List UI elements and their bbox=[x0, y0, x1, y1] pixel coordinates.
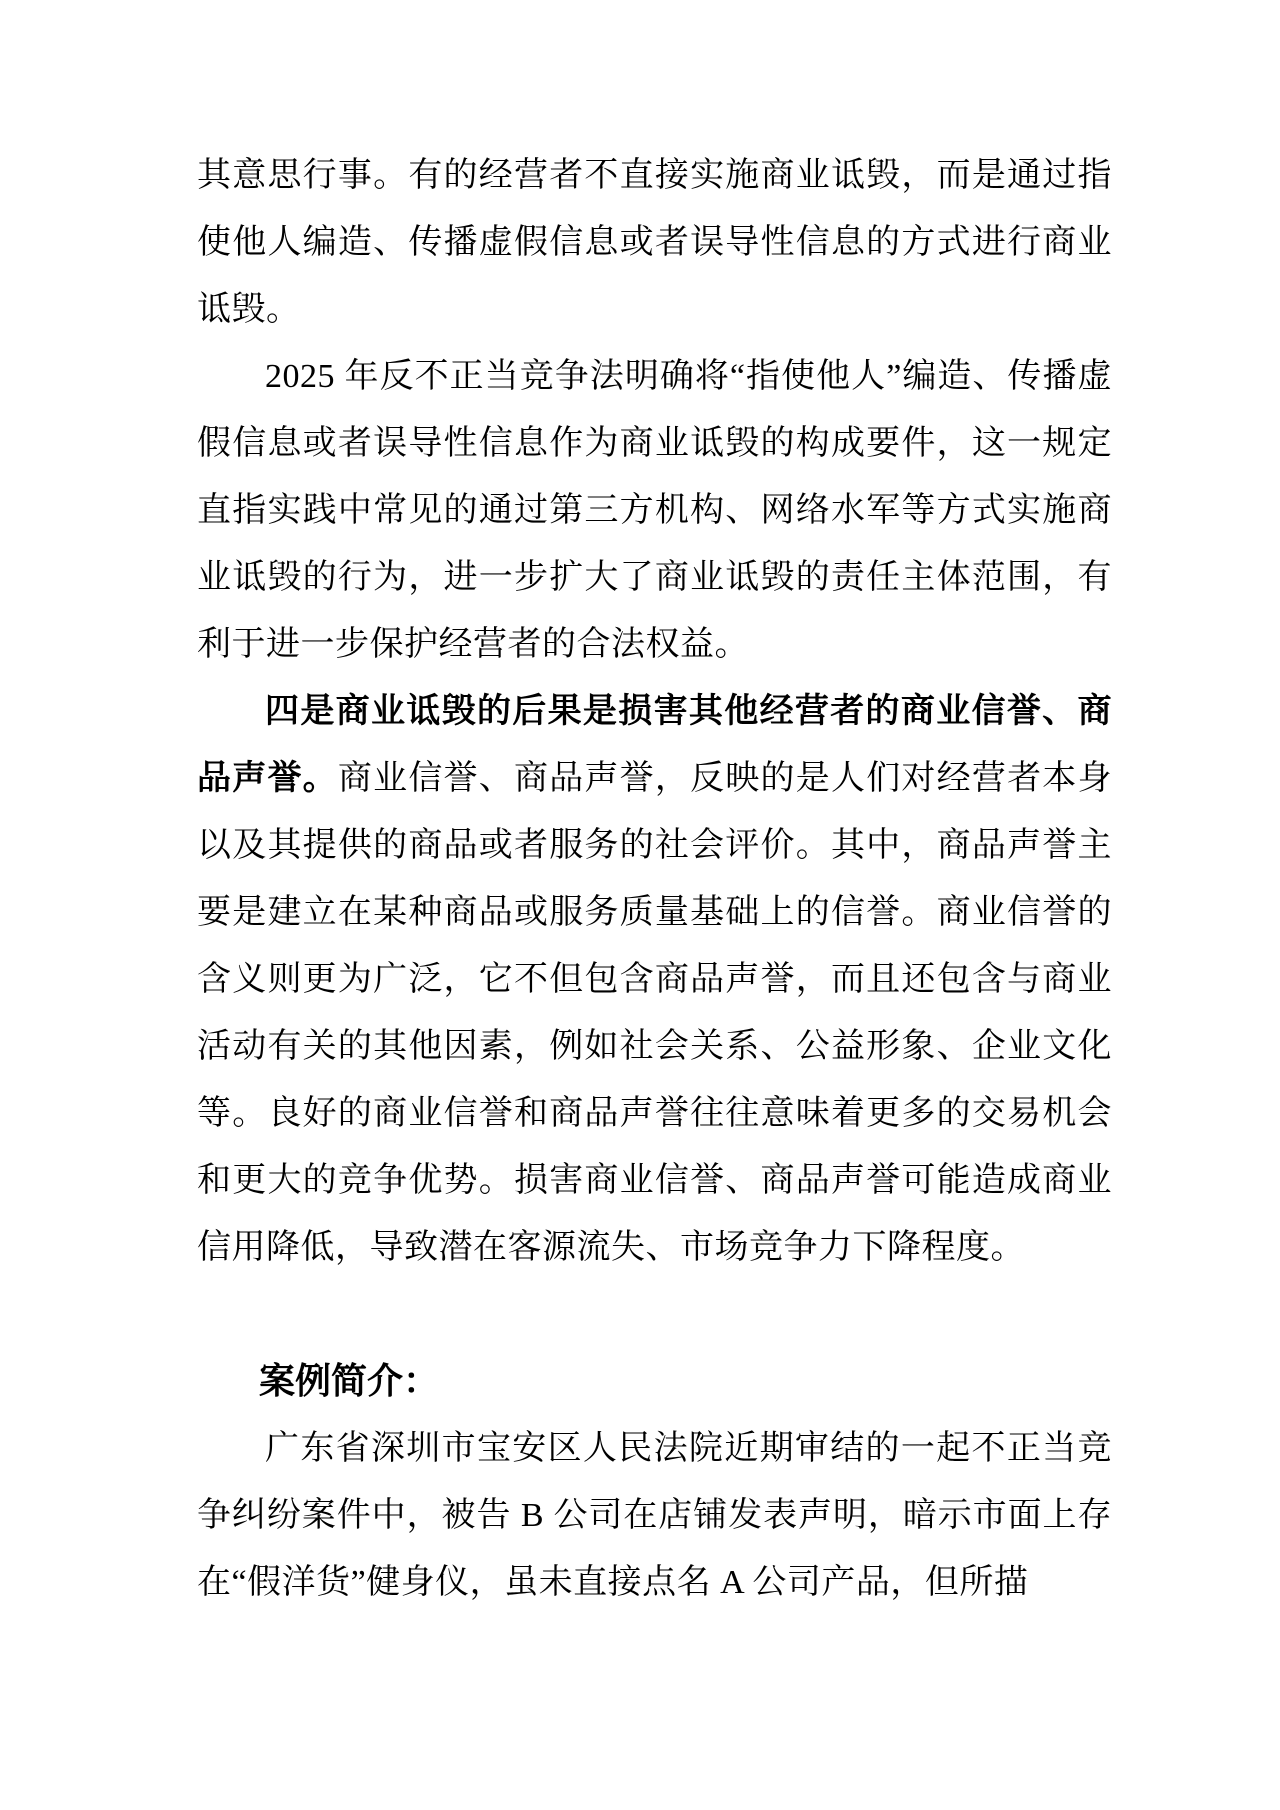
paragraph-2025-law-instigation bbox=[197, 343, 1112, 678]
document-text-block bbox=[197, 142, 1112, 1616]
paragraph-fourth-element-reputation-harm bbox=[197, 678, 1112, 1281]
paragraph-text: 其意思行事。有的经营者不直接实施商业诋毁，而是通过指使他人编造、传播虚假信息或者误导性信息的方式进行商业诋毁。 bbox=[197, 157, 1112, 328]
paragraph-continuation-defamation-methods bbox=[197, 142, 1112, 343]
paragraph-text: 广东省深圳市宝安区人民法院近期审结的一起不正当竞争纠纷案件中，被告 B 公司在店铺发表声明，暗示市面上存在“假洋货”健身仪，虽未直接点名 A 公司产品，但所描 bbox=[197, 1430, 1112, 1601]
paragraph-bold-lead: 四是商业诋毁的后果是损害其他经营者的商业信誉、商品声誉。 bbox=[197, 693, 1112, 797]
paragraph-case-description bbox=[197, 1415, 1112, 1616]
section-heading-case-intro: 案例简介： bbox=[259, 1361, 440, 1402]
paragraph-text: 2025 年反不正当竞争法明确将“指使他人”编造、传播虚假信息或者误导性信息作为商业诋毁的构成要件，这一规定直指实践中常见的通过第三方机构、网络水军等方式实施商业诋毁的行为，进一步扩大了商业诋毁的责任主体范围，有利于进一步保护经营者的合法权益。 bbox=[197, 358, 1112, 663]
paragraph-text: 商业信誉、商品声誉，反映的是人们对经营者本身以及其提供的商品或者服务的社会评价。其中，商品声誉主要是建立在某种商品或服务质量基础上的信誉。商业信誉的含义则更为广泛，它不但包含商品声誉，而且还包含与商业活动有关的其他因素，例如社会关系、公益形象、企业文化等。良好的商业信誉和商品声誉往往意味着更多的交易机会和更大的竞争优势。损害商业信誉、商品声誉可能造成商业信用降低，导致潜在客源流失、市场竞争力下降程度。 bbox=[197, 760, 1113, 1266]
